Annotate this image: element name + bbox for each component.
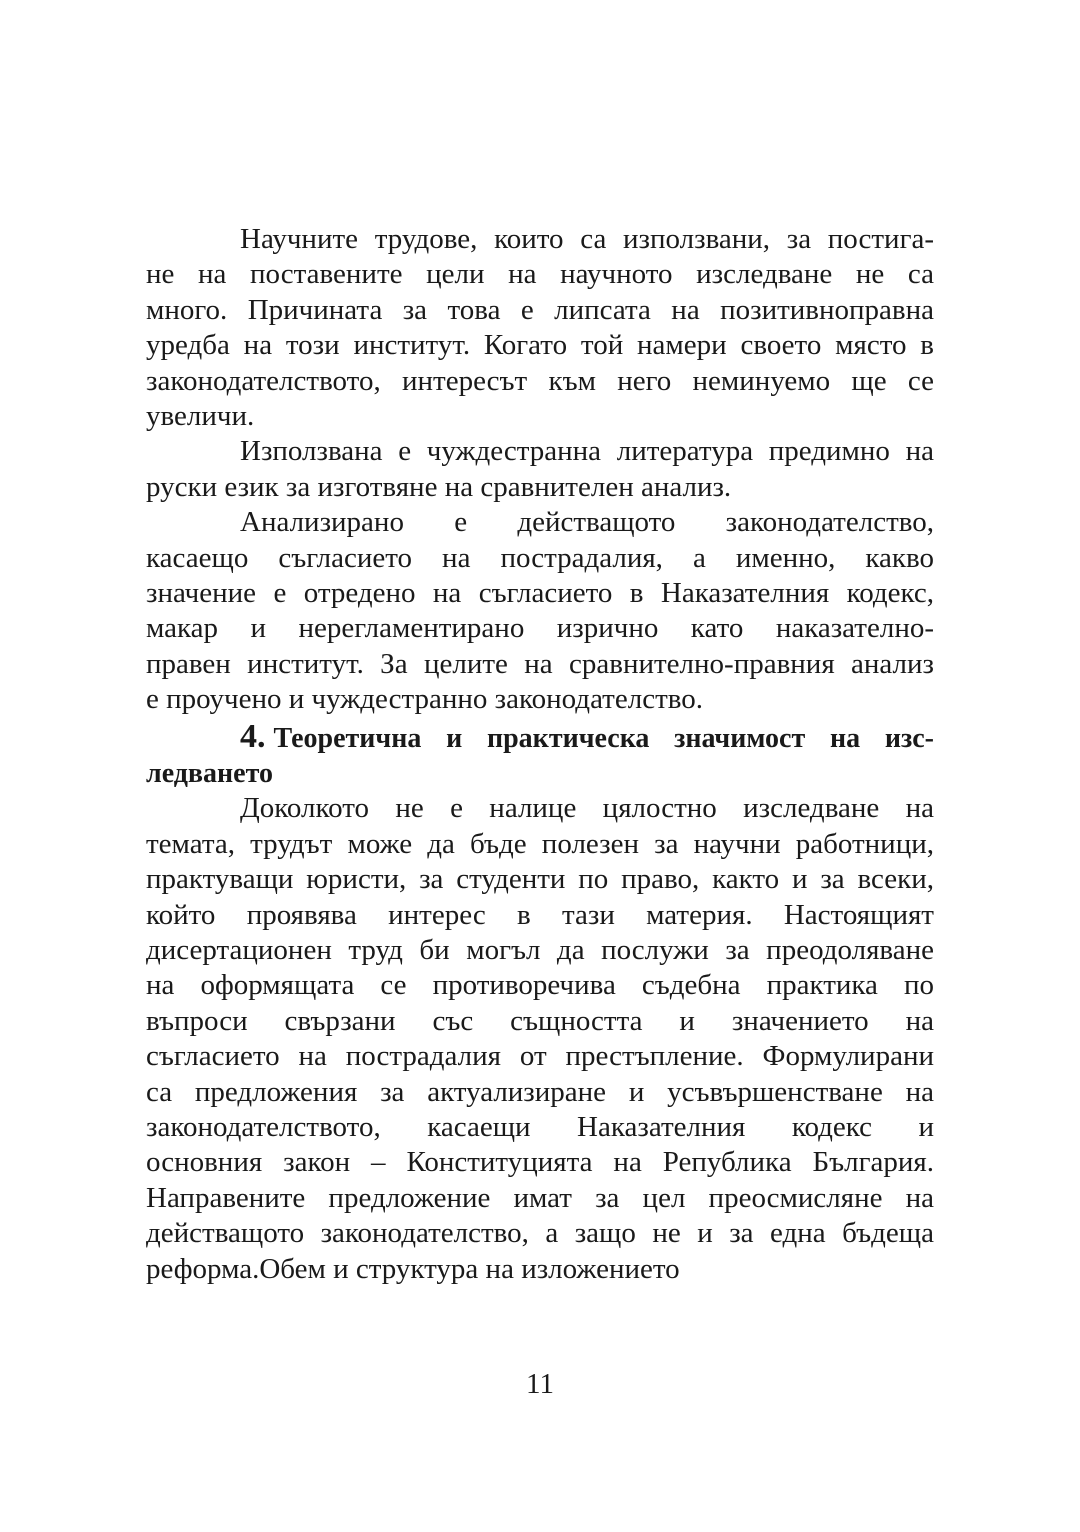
text-line: въпроси свързани със същността и значението на bbox=[146, 1004, 934, 1037]
text-line: увеличи. bbox=[146, 399, 255, 432]
section-heading bbox=[146, 719, 934, 791]
section-number: 4. bbox=[240, 718, 266, 756]
heading-text: Теоретична и практическа значимост на изс- bbox=[273, 723, 934, 755]
text-line: е проучено и чуждестранно законодателство. bbox=[146, 683, 703, 716]
document-page bbox=[146, 222, 934, 1287]
paragraph-significance bbox=[146, 791, 934, 1286]
page-number: 11 bbox=[526, 1368, 554, 1400]
paragraph-legislation-analysis bbox=[146, 505, 934, 717]
text-line: Доколкото не е налице цялостно изследване на bbox=[240, 792, 934, 825]
paragraph-sources bbox=[146, 222, 934, 434]
text-line: макар и нерегламентирано изрично като наказателно- bbox=[146, 612, 934, 645]
text-line: дисертационен труд би могъл да послужи за преодоляване bbox=[146, 934, 934, 967]
text-line: на оформящата се противоречива съдебна практика по bbox=[146, 969, 934, 1002]
text-line: много. Причината за това е липсата на позитивноправна bbox=[146, 293, 934, 326]
text-line: Използвана е чуждестранна литература предимно на bbox=[240, 435, 934, 468]
text-line: основния закон – Конституцията на Република България. bbox=[146, 1146, 934, 1179]
text-line: правен институт. За целите на сравнително-правния анализ bbox=[146, 647, 934, 680]
text-line: Научните трудове, които са използвани, за постига- bbox=[240, 223, 934, 255]
text-line: уредба на този институт. Когато той намери своето място в bbox=[146, 329, 934, 362]
text-line: са предложения за актуализиране и усъвършенстване на bbox=[146, 1075, 934, 1108]
text-line: не на поставените цели на научното изследване не са bbox=[146, 258, 934, 291]
paragraph-foreign-literature bbox=[146, 434, 934, 505]
text-line: законодателството, касаещи Наказателния кодекс и bbox=[146, 1110, 934, 1143]
heading-line: ледването bbox=[146, 758, 273, 790]
heading-line bbox=[146, 719, 934, 754]
text-line: който проявява интерес в тази материя. Настоящият bbox=[146, 898, 934, 931]
text-line: съгласието на пострадалия от престъпление. Формулирани bbox=[146, 1040, 934, 1073]
text-line: законодателството, интересът към него неминуемо ще се bbox=[146, 364, 934, 397]
text-line: Направените предложение имат за цел преосмисляне на bbox=[146, 1181, 934, 1214]
text-line: темата, трудът може да бъде полезен за научни работници, bbox=[146, 827, 934, 860]
text-line: действащото законодателство, а защо не и за една бъдеща bbox=[146, 1217, 934, 1250]
text-line: практуващи юристи, за студенти по право, както и за всеки, bbox=[146, 863, 934, 896]
text-line: касаещо съгласието на пострадалия, а именно, какво bbox=[146, 541, 934, 574]
text-line: реформа.Обем и структура на изложението bbox=[146, 1252, 680, 1285]
text-line: значение е отредено на съгласието в Наказателния кодекс, bbox=[146, 576, 934, 609]
text-line: руски език за изготвяне на сравнителен анализ. bbox=[146, 470, 732, 503]
text-line: Анализирано е действащото законодателство, bbox=[240, 506, 934, 539]
